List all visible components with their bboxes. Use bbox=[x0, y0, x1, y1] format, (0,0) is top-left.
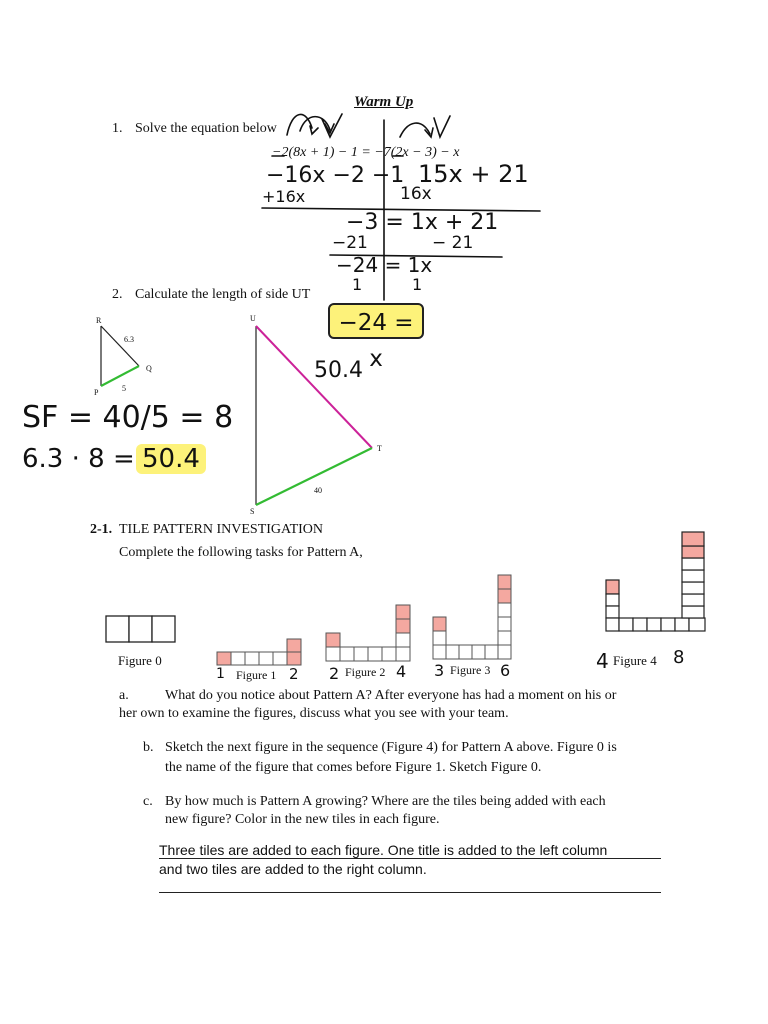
figure-2-label: Figure 2 bbox=[345, 665, 386, 679]
task-c-label: c. bbox=[143, 794, 153, 809]
fig4-note-left: 4 bbox=[596, 649, 609, 673]
work-line-5: −24 = 1x bbox=[336, 253, 433, 277]
task-c-line-2: new figure? Color in the new tiles in each figure. bbox=[165, 812, 440, 827]
vertex-r-label: R bbox=[96, 316, 102, 325]
q1-answer-box: −24 = x bbox=[328, 303, 424, 339]
figure-0-label: Figure 0 bbox=[118, 653, 162, 668]
side-pq-highlight bbox=[101, 366, 139, 386]
fig4-note-right: 8 bbox=[673, 647, 685, 668]
question-1-number: 1. bbox=[112, 121, 123, 136]
calc-line: 6.3 · 8 = bbox=[22, 444, 135, 474]
section-heading: TILE PATTERN INVESTIGATION bbox=[119, 522, 324, 537]
vertex-u-label: U bbox=[250, 314, 256, 323]
task-c-line-1: By how much is Pattern A growing? Where are the tiles being added with each bbox=[165, 794, 606, 809]
vertex-p-label: P bbox=[94, 388, 99, 397]
figure-4-label: Figure 4 bbox=[613, 653, 657, 668]
section-number: 2-1. bbox=[90, 522, 113, 537]
fig1-note-left: 1 bbox=[216, 666, 225, 682]
task-a-line-1: What do you notice about Pattern A? After everyone has had a moment on his or bbox=[165, 688, 617, 703]
work-line-4-left: −21 bbox=[332, 233, 368, 253]
fig1-note-right: 2 bbox=[289, 665, 299, 683]
section-intro: Complete the following tasks for Pattern A, bbox=[119, 545, 363, 560]
task-b-label: b. bbox=[143, 740, 154, 755]
triangle-stu bbox=[256, 326, 372, 505]
task-b-line-2: the name of the figure that comes before Figure 1. Sketch Figure 0. bbox=[165, 760, 542, 775]
work-line-2-right: 16x bbox=[400, 184, 432, 204]
task-b-line-1: Sketch the next figure in the sequence (Figure 4) for Pattern A above. Figure 0 is bbox=[165, 740, 617, 755]
side-st-label: 40 bbox=[314, 486, 322, 495]
question-2-text: Calculate the length of side UT bbox=[135, 287, 311, 302]
answer-line-2[interactable]: and two tiles are added to the right column. bbox=[159, 861, 661, 893]
figure-0-tiles bbox=[106, 616, 175, 642]
work-line-1-left: −16x −2 −1 bbox=[266, 163, 405, 188]
figure-3-tiles bbox=[433, 575, 511, 659]
figure-2-tiles bbox=[326, 605, 410, 661]
answer-line-1[interactable]: Three tiles are added to each figure. One title is added to the left column bbox=[159, 842, 661, 859]
distribute-arrow-2 bbox=[300, 117, 330, 131]
side-rp-label: 6.3 bbox=[124, 335, 134, 344]
fig2-note-right: 4 bbox=[396, 662, 407, 681]
question-2-number: 2. bbox=[112, 287, 123, 302]
task-a-label: a. bbox=[119, 688, 129, 703]
figure-3-label: Figure 3 bbox=[450, 663, 491, 677]
warm-up-title: Warm Up bbox=[354, 94, 414, 110]
question-1-text: Solve the equation below bbox=[135, 121, 277, 136]
side-st-highlight bbox=[256, 448, 372, 505]
fig3-note-left: 3 bbox=[434, 661, 445, 680]
fig2-note-left: 2 bbox=[329, 664, 340, 683]
figure-1-label: Figure 1 bbox=[236, 668, 277, 682]
vertex-q-label: Q bbox=[146, 364, 152, 373]
side-pq-label: 5 bbox=[122, 384, 126, 393]
fig3-note-right: 6 bbox=[500, 661, 511, 680]
work-line-4-right: − 21 bbox=[432, 233, 474, 253]
equation: −2(8x + 1) − 1 = −7(2x − 3) − x bbox=[272, 145, 460, 160]
task-a-line-2: her own to examine the figures, discuss what you see with your team. bbox=[119, 706, 509, 721]
vertex-t-label: T bbox=[377, 444, 382, 453]
side-ut-highlight bbox=[256, 326, 372, 448]
work-line-2-left: +16x bbox=[262, 187, 306, 206]
figure-1-tiles bbox=[217, 639, 301, 665]
work-line-6-right: 1 bbox=[412, 275, 423, 294]
scale-factor-line: SF = 40/5 = 8 bbox=[22, 400, 234, 435]
ut-length-note: 50.4 bbox=[314, 358, 363, 383]
distribute-arrow-3 bbox=[400, 123, 430, 137]
work-line-3: −3 = 1x + 21 bbox=[346, 210, 499, 235]
work-line-6-left: 1 bbox=[352, 275, 363, 294]
figure-4-tiles bbox=[606, 532, 705, 631]
distribute-check bbox=[434, 116, 450, 137]
calc-answer: 50.4 bbox=[136, 444, 206, 474]
vertex-s-label: S bbox=[250, 507, 255, 516]
work-line-1-right: 15x + 21 bbox=[418, 160, 529, 188]
distribute-arrow-1 bbox=[287, 114, 312, 135]
